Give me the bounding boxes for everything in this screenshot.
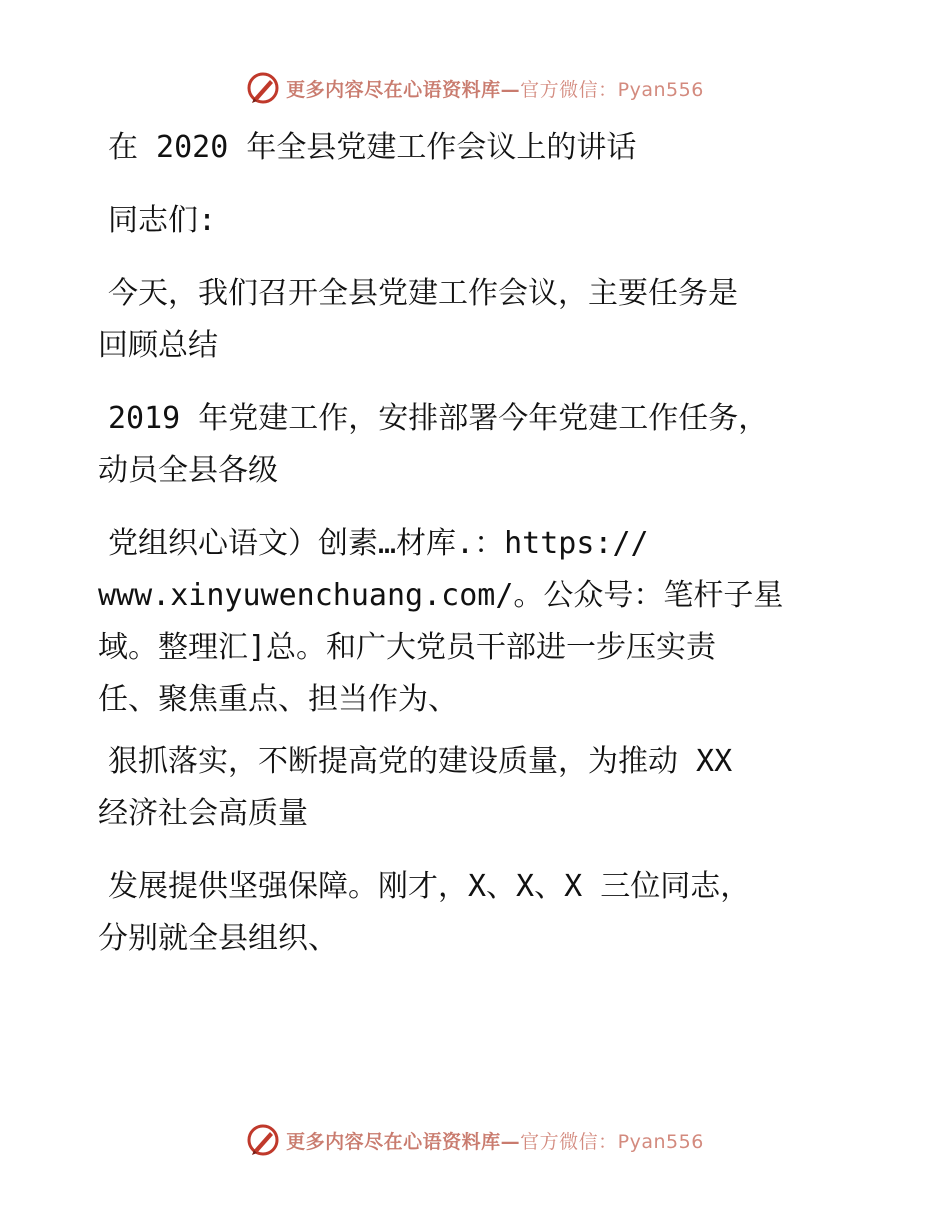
paragraph-1 [98, 268, 838, 372]
paragraph-line: 今天，我们召开全县党建工作会议，主要任务是 [108, 276, 738, 311]
footer-banner-wechat: 官方微信：Pyan556 [520, 1130, 704, 1153]
paragraph-line: 域。整理汇]总。和广大党员干部进一步压实责 [98, 630, 717, 665]
paragraph-line: 发展提供坚强保障。刚才，X、X、X 三位同志， [108, 869, 751, 904]
salutation: 同志们: [108, 203, 217, 238]
header-banner [0, 68, 950, 108]
paragraph-line: 2019 年党建工作，安排部署今年党建工作任务， [108, 401, 769, 436]
footer-banner-text: 更多内容尽在心语资料库—官方微信：Pyan556 [286, 1130, 704, 1153]
paragraph-4 [98, 736, 838, 840]
paragraph-line: www.xinyuwenchuang.com/。公众号：笔杆子星 [98, 578, 784, 613]
paragraph-line: 党组织心语文）创素…材库.：https:// [108, 526, 649, 561]
pen-logo-icon [246, 71, 280, 105]
paragraph-line: 动员全县各级 [98, 453, 278, 488]
paragraph-2 [98, 393, 838, 497]
paragraph-3 [98, 518, 838, 726]
header-banner-text: 更多内容尽在心语资料库—官方微信：Pyan556 [286, 78, 704, 101]
paragraph-5 [98, 861, 838, 965]
document-title: 在 2020 年全县党建工作会议上的讲话 [108, 130, 637, 165]
header-banner-wechat: 官方微信：Pyan556 [520, 78, 704, 101]
paragraph-line: 回顾总结 [98, 328, 218, 363]
pen-logo-icon [246, 1123, 280, 1157]
paragraph-line: 经济社会高质量 [98, 796, 308, 831]
paragraph-line: 狠抓落实，不断提高党的建设质量，为推动 XX [108, 744, 733, 779]
footer-banner [0, 1120, 950, 1160]
paragraph-line: 分别就全县组织、 [98, 921, 338, 956]
paragraph-line: 任、聚焦重点、担当作为、 [98, 682, 458, 717]
document-body [98, 122, 838, 965]
